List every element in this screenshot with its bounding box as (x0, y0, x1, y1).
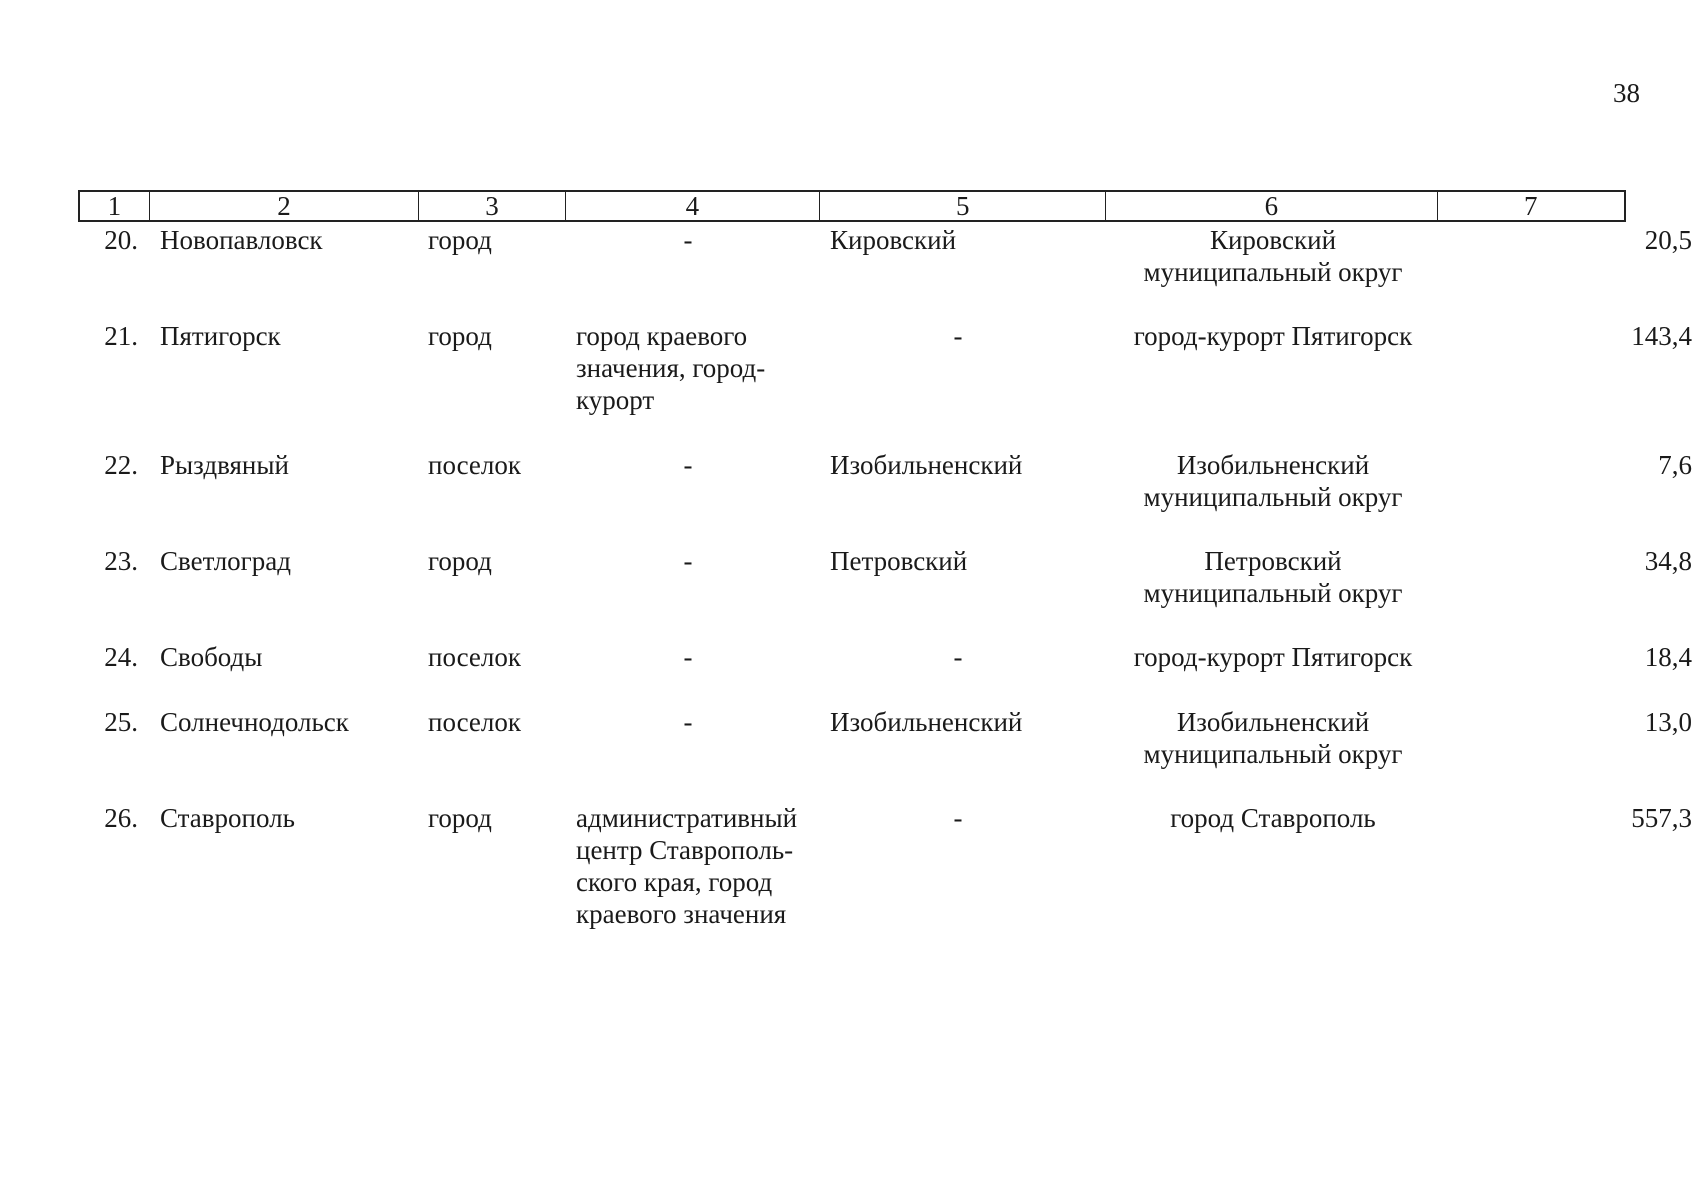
settlement-status: - (683, 450, 693, 480)
row-number: 25. (104, 707, 138, 737)
table-header (78, 190, 1626, 222)
settlement-name: Свободы (160, 642, 263, 672)
municipality: Петровский муниципальный округ (1143, 546, 1403, 608)
settlement-name: Ставрополь (160, 803, 295, 833)
settlement-name: Рыздвяный (160, 450, 289, 480)
settlement-type: город (428, 321, 492, 351)
population: 143,4 (1631, 321, 1692, 351)
column-header-7: 7 (1524, 191, 1538, 221)
municipality: город-курорт Пятигорск (1133, 642, 1413, 672)
column-header-5: 5 (820, 192, 1106, 220)
settlement-name: Светлоград (160, 546, 291, 576)
settlement-type: город (428, 803, 492, 833)
municipality: город-курорт Пятигорск (1133, 321, 1413, 351)
settlement-type: город (428, 225, 492, 255)
district: Изобильненский (830, 707, 1023, 737)
district: - (953, 321, 963, 351)
column-header-6: 6 (1106, 192, 1437, 220)
settlement-type: поселок (428, 642, 522, 672)
row-number: 21. (104, 321, 138, 351)
settlement-status: - (683, 707, 693, 737)
settlement-type: поселок (428, 450, 522, 480)
population: 18,4 (1644, 642, 1692, 672)
municipality: Изобильненский муниципальный округ (1143, 707, 1403, 769)
district: Кировский (830, 225, 957, 255)
population: 20,5 (1644, 225, 1692, 255)
population: 34,8 (1644, 546, 1692, 576)
district: - (953, 642, 963, 672)
settlement-name: Солнечнодольск (160, 707, 349, 737)
settlement-type: поселок (428, 707, 522, 737)
municipality: Кировский муниципальный округ (1143, 225, 1403, 287)
settlement-status: - (683, 546, 693, 576)
settlement-name: Пятигорск (160, 321, 281, 351)
settlement-status: - (683, 642, 693, 672)
district: Изобильненский (830, 450, 1023, 480)
population: 13,0 (1644, 707, 1692, 737)
settlement-status: - (683, 225, 693, 255)
district: - (953, 803, 963, 833)
column-header-3: 3 (419, 192, 566, 220)
page-number: 38 (1613, 78, 1640, 108)
municipality: город Ставрополь (1170, 803, 1376, 833)
settlement-status: административный центр Ставрополь- ского края, город краевого значения (576, 803, 798, 929)
row-number: 20. (104, 225, 138, 255)
row-number: 23. (104, 546, 138, 576)
column-header-4: 4 (566, 192, 820, 220)
population: 7,6 (1658, 450, 1692, 480)
municipality: Изобильненский муниципальный округ (1143, 450, 1403, 512)
row-number: 24. (104, 642, 138, 672)
column-header-2: 2 (150, 192, 419, 220)
district: Петровский (830, 546, 968, 576)
row-number: 26. (104, 803, 138, 833)
row-number: 22. (104, 450, 138, 480)
population: 557,3 (1631, 803, 1692, 833)
settlement-status: город краевого значения, город- курорт (576, 321, 766, 415)
settlement-type: город (428, 546, 492, 576)
column-header-1: 1 (80, 192, 150, 220)
settlement-name: Новопавловск (160, 225, 323, 255)
